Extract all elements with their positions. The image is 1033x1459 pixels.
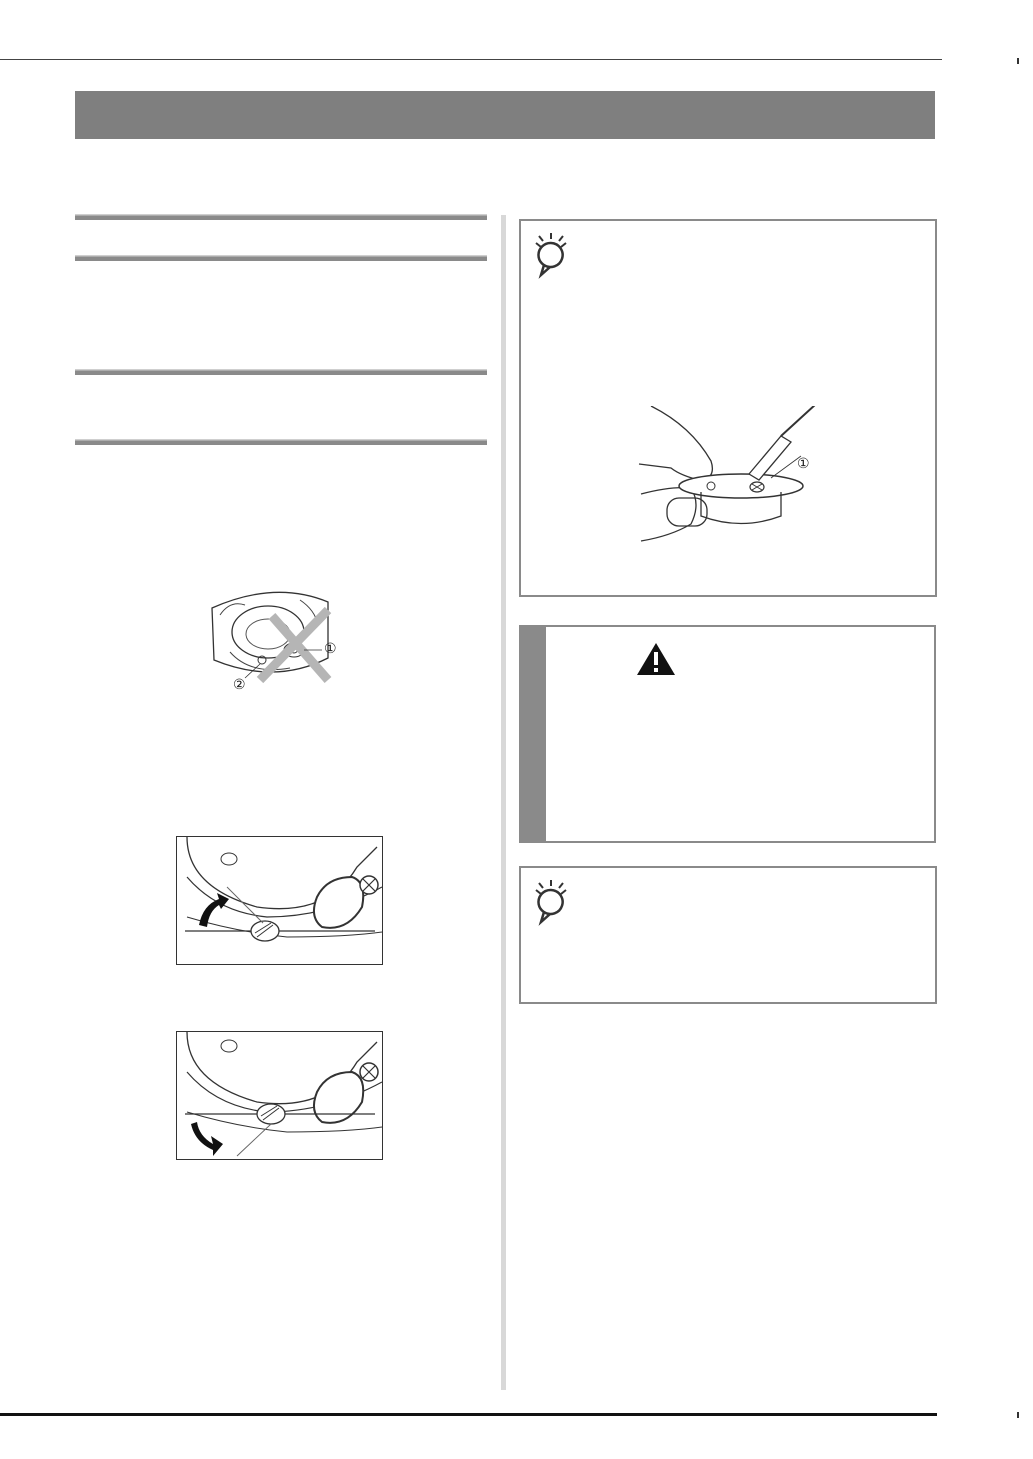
- warning-triangle-icon: [635, 641, 677, 677]
- top-rule: [0, 59, 942, 60]
- section-title-bar: [75, 91, 935, 139]
- note-box-1: [519, 219, 937, 597]
- bobbin-case-illustration: [200, 580, 350, 705]
- subsection-rule-3: [75, 369, 487, 375]
- crop-mark-bottom: [1017, 1412, 1019, 1418]
- subsection-rule-2: [75, 255, 487, 261]
- callout-2: ②: [233, 676, 246, 692]
- screw-tighten-illustration: [176, 836, 383, 965]
- column-divider: [501, 215, 506, 1390]
- note-lightbulb-icon: [533, 233, 569, 279]
- screwdriver-illustration: [631, 406, 831, 556]
- caution-box: [519, 625, 936, 843]
- note-callout-1: ①: [797, 455, 810, 471]
- crop-mark-top: [1017, 58, 1019, 64]
- subsection-rule-4: [75, 439, 487, 445]
- note-lightbulb-icon: [533, 880, 569, 926]
- caution-side-band: [521, 627, 546, 841]
- subsection-rule-1: [75, 214, 487, 220]
- callout-1: ①: [324, 640, 337, 656]
- screw-loosen-illustration: [176, 1031, 383, 1160]
- note-box-2: [519, 866, 937, 1004]
- bottom-rule: [0, 1413, 937, 1416]
